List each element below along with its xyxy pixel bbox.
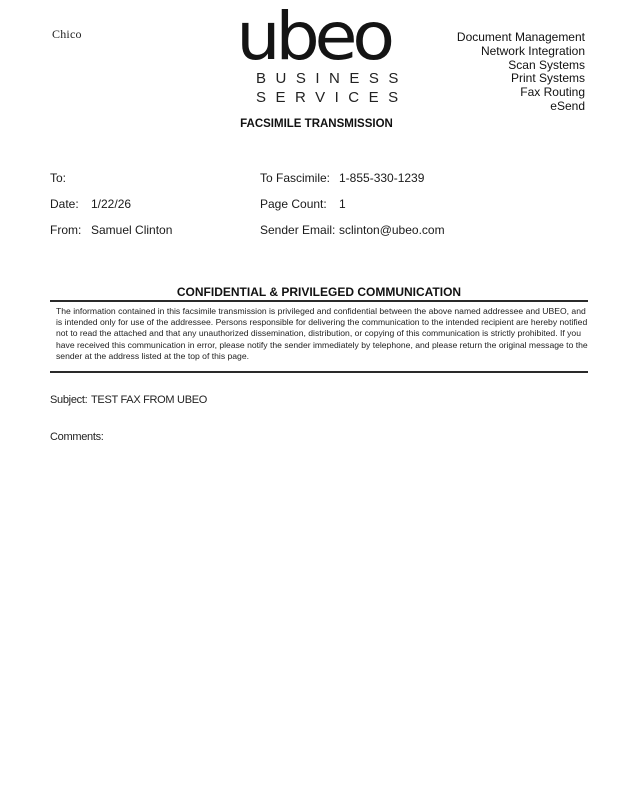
- to-fax-value: 1-855-330-1239: [339, 171, 425, 185]
- service-item: Fax Routing: [520, 85, 585, 100]
- service-item: eSend: [550, 98, 585, 113]
- logo-subtitle-line1: BUSINESS: [256, 70, 408, 87]
- date-value: 1/22/26: [91, 197, 132, 211]
- comments-label: Comments:: [50, 431, 104, 443]
- branch-name: Chico: [52, 27, 82, 41]
- sender-email-value: sclinton@ubeo.com: [339, 223, 445, 237]
- logo-subtitle-line2: SERVICES: [256, 89, 408, 106]
- page-count-value: 1: [339, 197, 346, 211]
- divider-bottom: [50, 371, 588, 373]
- services-list: [457, 31, 585, 114]
- to-label: To:: [50, 171, 67, 185]
- subject-label: Subject:: [50, 394, 88, 406]
- from-value: Samuel Clinton: [91, 223, 173, 237]
- page-count-label: Page Count:: [260, 197, 327, 211]
- document-title: FACSIMILE TRANSMISSION: [240, 118, 393, 130]
- divider-top: [50, 300, 588, 302]
- to-fax-label: To Fascimile:: [260, 171, 331, 185]
- logo-wordmark: ubeo: [236, 0, 390, 75]
- service-item: Network Integration: [480, 43, 585, 58]
- date-label: Date:: [50, 197, 79, 211]
- confidential-title: CONFIDENTIAL & PRIVILEGED COMMUNICATION: [176, 285, 462, 299]
- confidential-notice: The information contained in this facsimile transmission is privileged and confidential between the above named addressee and UBEO, and is intended only for use of the addressee. Persons responsible for delivering the communication to the intended recipient are hereby notified not to read the attached and that any unauthorized dissemination, distribution, or copying of this communication is strictly prohibited. If you have received this communication in error, please notify the sender immediately by telephone, and please return the original message to the sender at the address listed at the top of this page.: [56, 306, 588, 361]
- subject-value: TEST FAX FROM UBEO: [91, 394, 208, 406]
- service-item: Scan Systems: [508, 57, 585, 72]
- service-item: Print Systems: [510, 71, 585, 86]
- service-item: Document Management: [456, 30, 585, 44]
- from-label: From:: [50, 223, 82, 237]
- sender-email-label: Sender Email:: [260, 223, 336, 237]
